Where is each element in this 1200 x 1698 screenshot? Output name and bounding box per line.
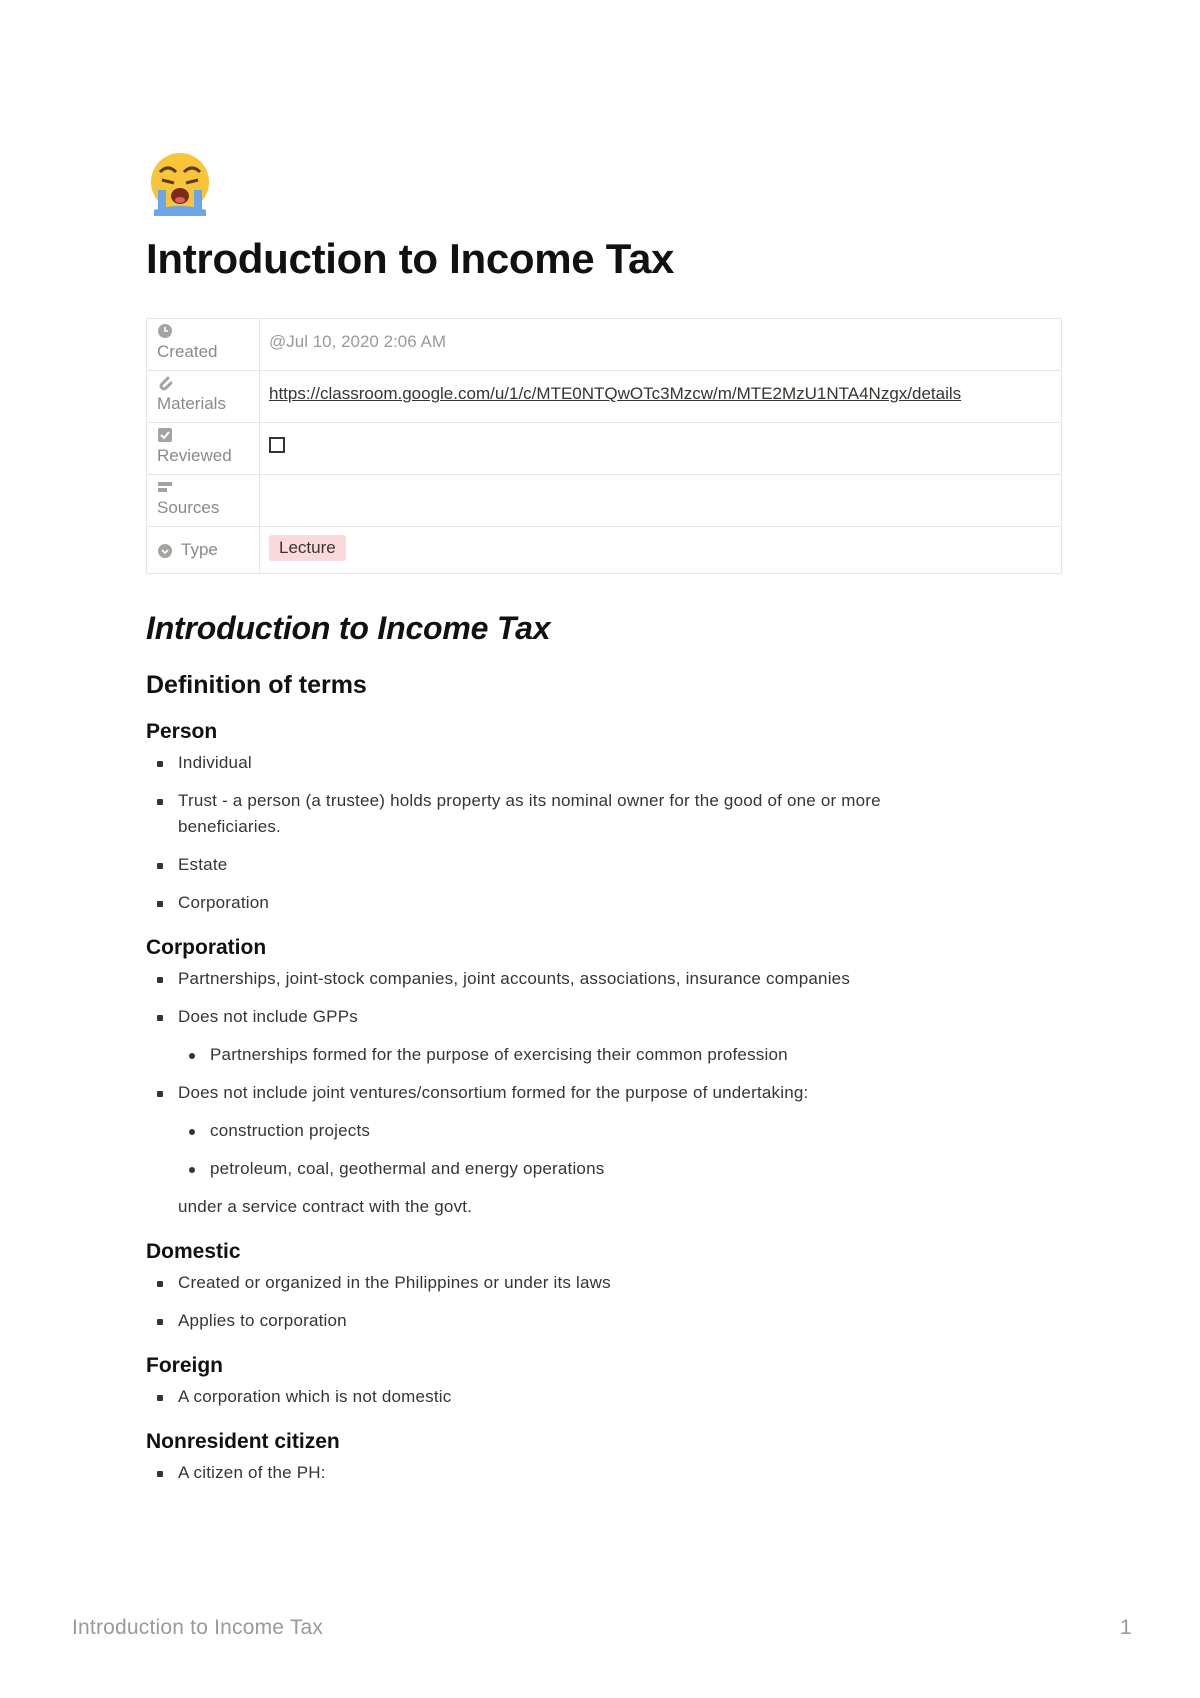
reviewed-checkbox[interactable] <box>269 437 285 453</box>
type-tag[interactable]: Lecture <box>269 535 346 561</box>
subheading-nonresident: Nonresident citizen <box>146 1430 340 1454</box>
list-item: Created or organized in the Philippines or under its laws <box>146 1270 1062 1296</box>
property-reviewed <box>147 423 1062 475</box>
section-heading: Definition of terms <box>146 671 367 700</box>
person-list <box>146 750 1062 916</box>
select-icon <box>157 543 173 559</box>
list-item: A citizen of the PH: <box>146 1460 1062 1486</box>
property-label: Created <box>157 342 218 362</box>
loudly-crying-face-icon <box>146 150 214 218</box>
content-heading: Introduction to Income Tax <box>146 610 551 647</box>
page-number: 1 <box>1120 1616 1132 1639</box>
list-icon <box>157 479 173 495</box>
subheading-foreign: Foreign <box>146 1354 223 1378</box>
property-created <box>147 319 1062 371</box>
footer-title: Introduction to Income Tax <box>72 1616 324 1639</box>
property-label: Type <box>181 540 218 560</box>
property-materials <box>147 371 1062 423</box>
checkbox-icon <box>157 427 173 443</box>
foreign-list <box>146 1384 1062 1410</box>
subheading-domestic: Domestic <box>146 1240 241 1264</box>
materials-link[interactable]: https://classroom.google.com/u/1/c/MTE0NTQwOTc3Mzcw/m/MTE2MzU1NTA4Nzgx/details <box>269 384 962 404</box>
list-item: Trust - a person (a trustee) holds property as its nominal owner for the good of one or more beneficiaries. <box>146 788 1062 840</box>
list-item: Partnerships, joint-stock companies, joint accounts, associations, insurance companies <box>146 966 1062 992</box>
paperclip-icon <box>157 375 173 391</box>
domestic-list <box>146 1270 1062 1334</box>
list-item: Does not include GPPs <box>146 1004 1062 1030</box>
properties-table <box>146 318 1062 574</box>
page-title: Introduction to Income Tax <box>146 235 675 282</box>
continuation-text: under a service contract with the govt. <box>178 1197 473 1217</box>
list-item: Partnerships formed for the purpose of exercising their common profession <box>178 1042 1062 1068</box>
list-item: A corporation which is not domestic <box>146 1384 1062 1410</box>
property-type <box>147 527 1062 574</box>
property-label: Reviewed <box>157 446 232 466</box>
list-item: Corporation <box>146 890 1062 916</box>
page-content <box>146 150 1062 1498</box>
property-label: Sources <box>157 498 220 518</box>
nonresident-list <box>146 1460 1062 1486</box>
list-item: Estate <box>146 852 1062 878</box>
corporation-list <box>146 966 1062 1182</box>
list-item: petroleum, coal, geothermal and energy operations <box>178 1156 1062 1182</box>
list-item: construction projects <box>178 1118 1062 1144</box>
clock-icon <box>157 323 173 339</box>
list-item: Does not include joint ventures/consortium formed for the purpose of undertaking: <box>146 1080 1062 1106</box>
subheading-corporation: Corporation <box>146 936 267 960</box>
property-label: Materials <box>157 394 226 414</box>
subheading-person: Person <box>146 720 218 744</box>
property-sources <box>147 475 1062 527</box>
created-value: @Jul 10, 2020 2:06 AM <box>269 332 446 352</box>
list-item: Applies to corporation <box>146 1308 1062 1334</box>
list-item: Individual <box>146 750 1062 776</box>
